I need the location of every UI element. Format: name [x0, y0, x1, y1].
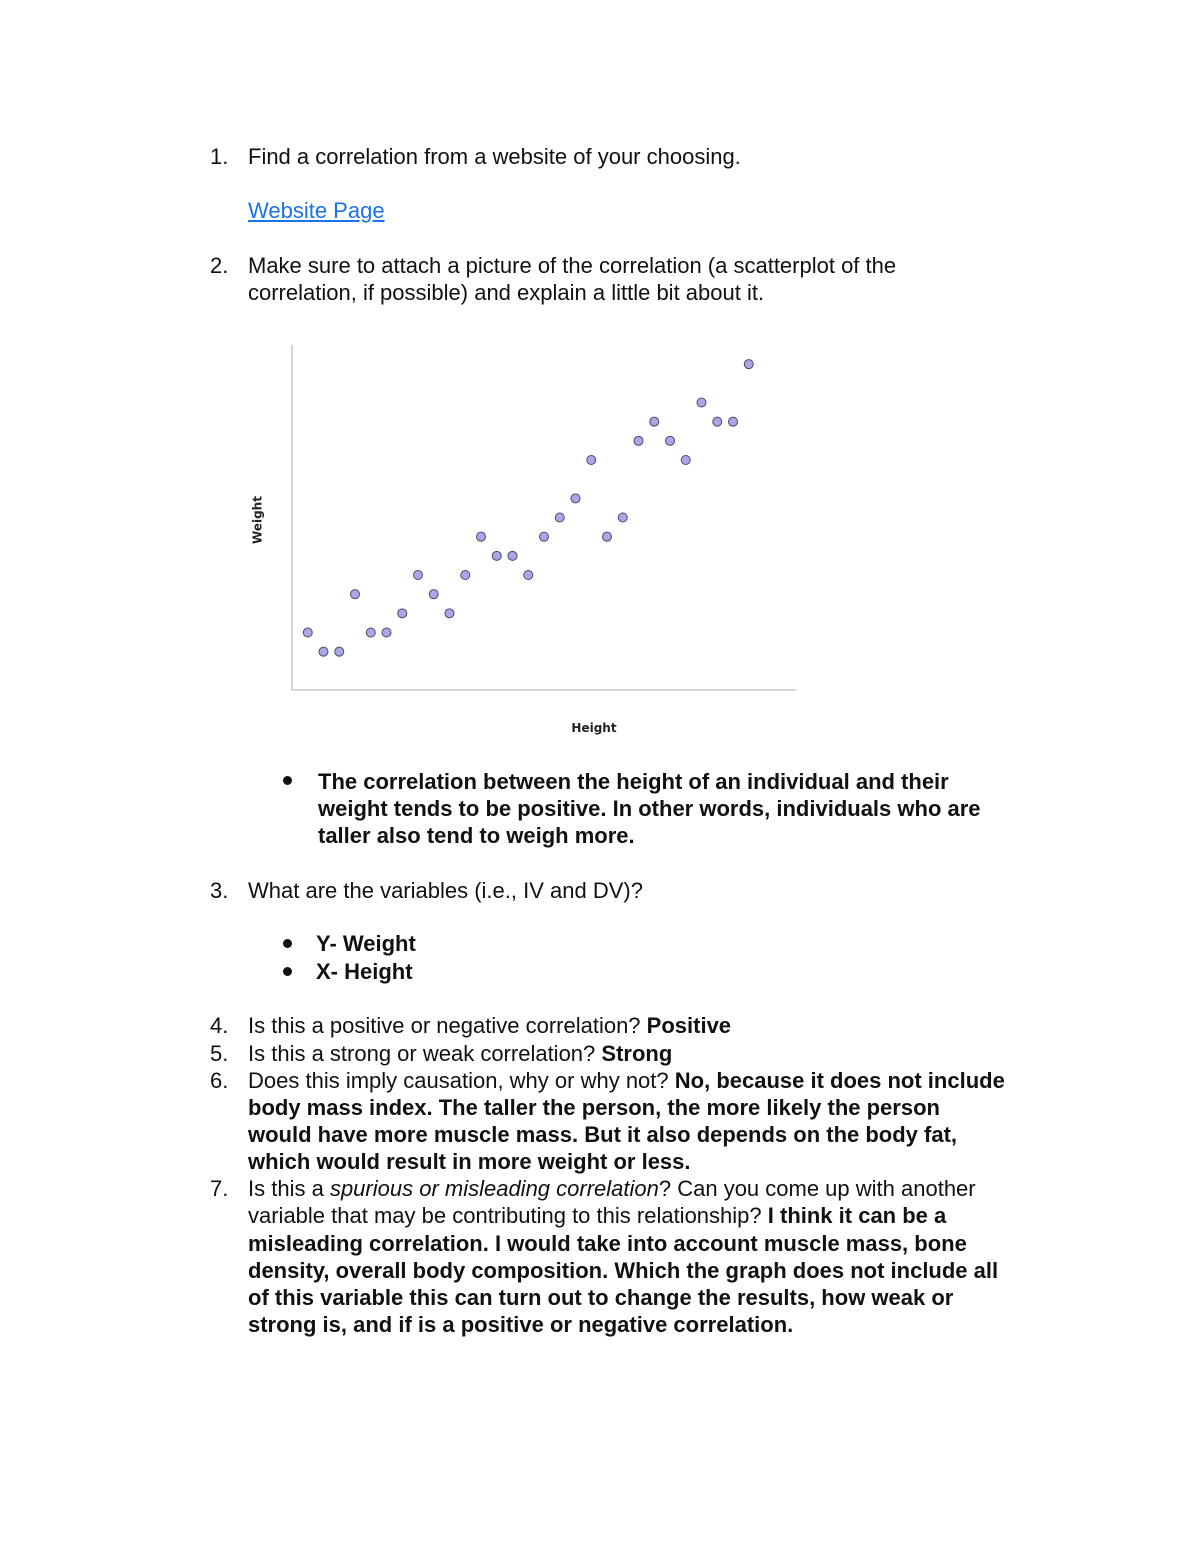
question-number: 6.: [210, 1068, 229, 1093]
scatter-point: [603, 532, 612, 541]
question-text: Find a correlation from a website of your choosing.: [248, 144, 741, 169]
scatter-point: [744, 360, 753, 369]
question-text-line-2: variable that may be contributing to this relationship?: [248, 1203, 762, 1228]
scatter-point: [398, 609, 407, 618]
answer-line-2: body mass index. The taller the person, the more likely the person: [248, 1095, 940, 1120]
bullet-icon: [283, 776, 292, 785]
scatter-point: [303, 628, 312, 637]
question-line: [248, 1175, 1078, 1202]
scatter-point: [555, 513, 564, 522]
scatter-point: [650, 417, 659, 426]
scatter-point: [571, 494, 580, 503]
bullet-icon: [283, 939, 292, 948]
scatter-point: [429, 590, 438, 599]
answer-line-3: would have more muscle mass. But it also depends on the body fat,: [248, 1122, 958, 1147]
answer-line-5: strong is, and if is a positive or negative correlation.: [248, 1312, 794, 1337]
answer-text: Positive: [646, 1013, 732, 1038]
scatter-point: [382, 628, 391, 637]
question-text: Is this a strong or weak correlation?: [248, 1041, 596, 1066]
question-text-italic: spurious or misleading correlation: [329, 1176, 659, 1201]
scatter-point: [697, 398, 706, 407]
scatter-point: [681, 456, 690, 465]
question-text-line-1: Make sure to attach a picture of the correlation (a scatterplot of the: [248, 253, 897, 278]
answer-line-2: misleading correlation. I would take into account muscle mass, bone: [248, 1231, 967, 1256]
scatter-point: [414, 571, 423, 580]
x-axis-label: Height: [571, 721, 617, 735]
question-line: [248, 1067, 1078, 1094]
variable-y: Y- Weight: [316, 931, 416, 956]
answer-text: No, because it does not include: [674, 1068, 1005, 1093]
question-line: [248, 1202, 1078, 1229]
scatterplot-svg: [248, 335, 798, 740]
scatter-point: [508, 551, 517, 560]
question-text: Does this imply causation, why or why not?: [248, 1068, 669, 1093]
bullet-icon: [283, 967, 292, 976]
answer-line-3: density, overall body composition. Which the graph does not include all: [248, 1258, 999, 1283]
question-number: 4.: [210, 1013, 229, 1038]
question-number: 2.: [210, 253, 229, 278]
scatter-point: [634, 436, 643, 445]
question-text-post: ? Can you come up with another: [658, 1176, 976, 1201]
scatter-point: [492, 551, 501, 560]
scatter-point: [366, 628, 375, 637]
scatter-point: [729, 417, 738, 426]
question-text: Is this a positive or negative correlation?: [248, 1013, 641, 1038]
question-line: [248, 1040, 1078, 1067]
question-text-pre: Is this a: [248, 1176, 324, 1201]
question-text-line-2: correlation, if possible) and explain a little bit about it.: [248, 280, 765, 305]
data-points: [303, 360, 753, 656]
answer-line-4: which would result in more weight or less.: [248, 1149, 691, 1174]
scatter-point: [713, 417, 722, 426]
answer-text: I think it can be a: [767, 1203, 947, 1228]
scatterplot: [248, 335, 798, 740]
scatter-point: [618, 513, 627, 522]
scatter-point: [524, 571, 533, 580]
answer-line-4: of this variable this can turn out to change the results, how weak or: [248, 1285, 954, 1310]
question-number: 5.: [210, 1041, 229, 1066]
question-number: 3.: [210, 878, 229, 903]
answer-line-2: weight tends to be positive. In other words, individuals who are: [318, 796, 981, 821]
scatter-point: [445, 609, 454, 618]
answer-text: Strong: [601, 1041, 673, 1066]
answer-line-1: The correlation between the height of an individual and their: [318, 769, 949, 794]
scatter-point: [477, 532, 486, 541]
question-number: 1.: [210, 144, 229, 169]
scatter-point: [540, 532, 549, 541]
y-axis-label: Weight: [250, 496, 265, 544]
scatter-point: [461, 571, 470, 580]
scatter-point: [319, 647, 328, 656]
website-page-link[interactable]: Website Page: [248, 198, 385, 223]
scatter-point: [666, 436, 675, 445]
scatter-point: [351, 590, 360, 599]
question-line: [248, 1012, 1078, 1039]
question-number: 7.: [210, 1176, 229, 1201]
scatter-point: [587, 456, 596, 465]
scatter-point: [335, 647, 344, 656]
question-text: What are the variables (i.e., IV and DV)?: [248, 878, 643, 903]
answer-line-3: taller also tend to weigh more.: [318, 823, 635, 848]
variable-x: X- Height: [316, 959, 413, 984]
